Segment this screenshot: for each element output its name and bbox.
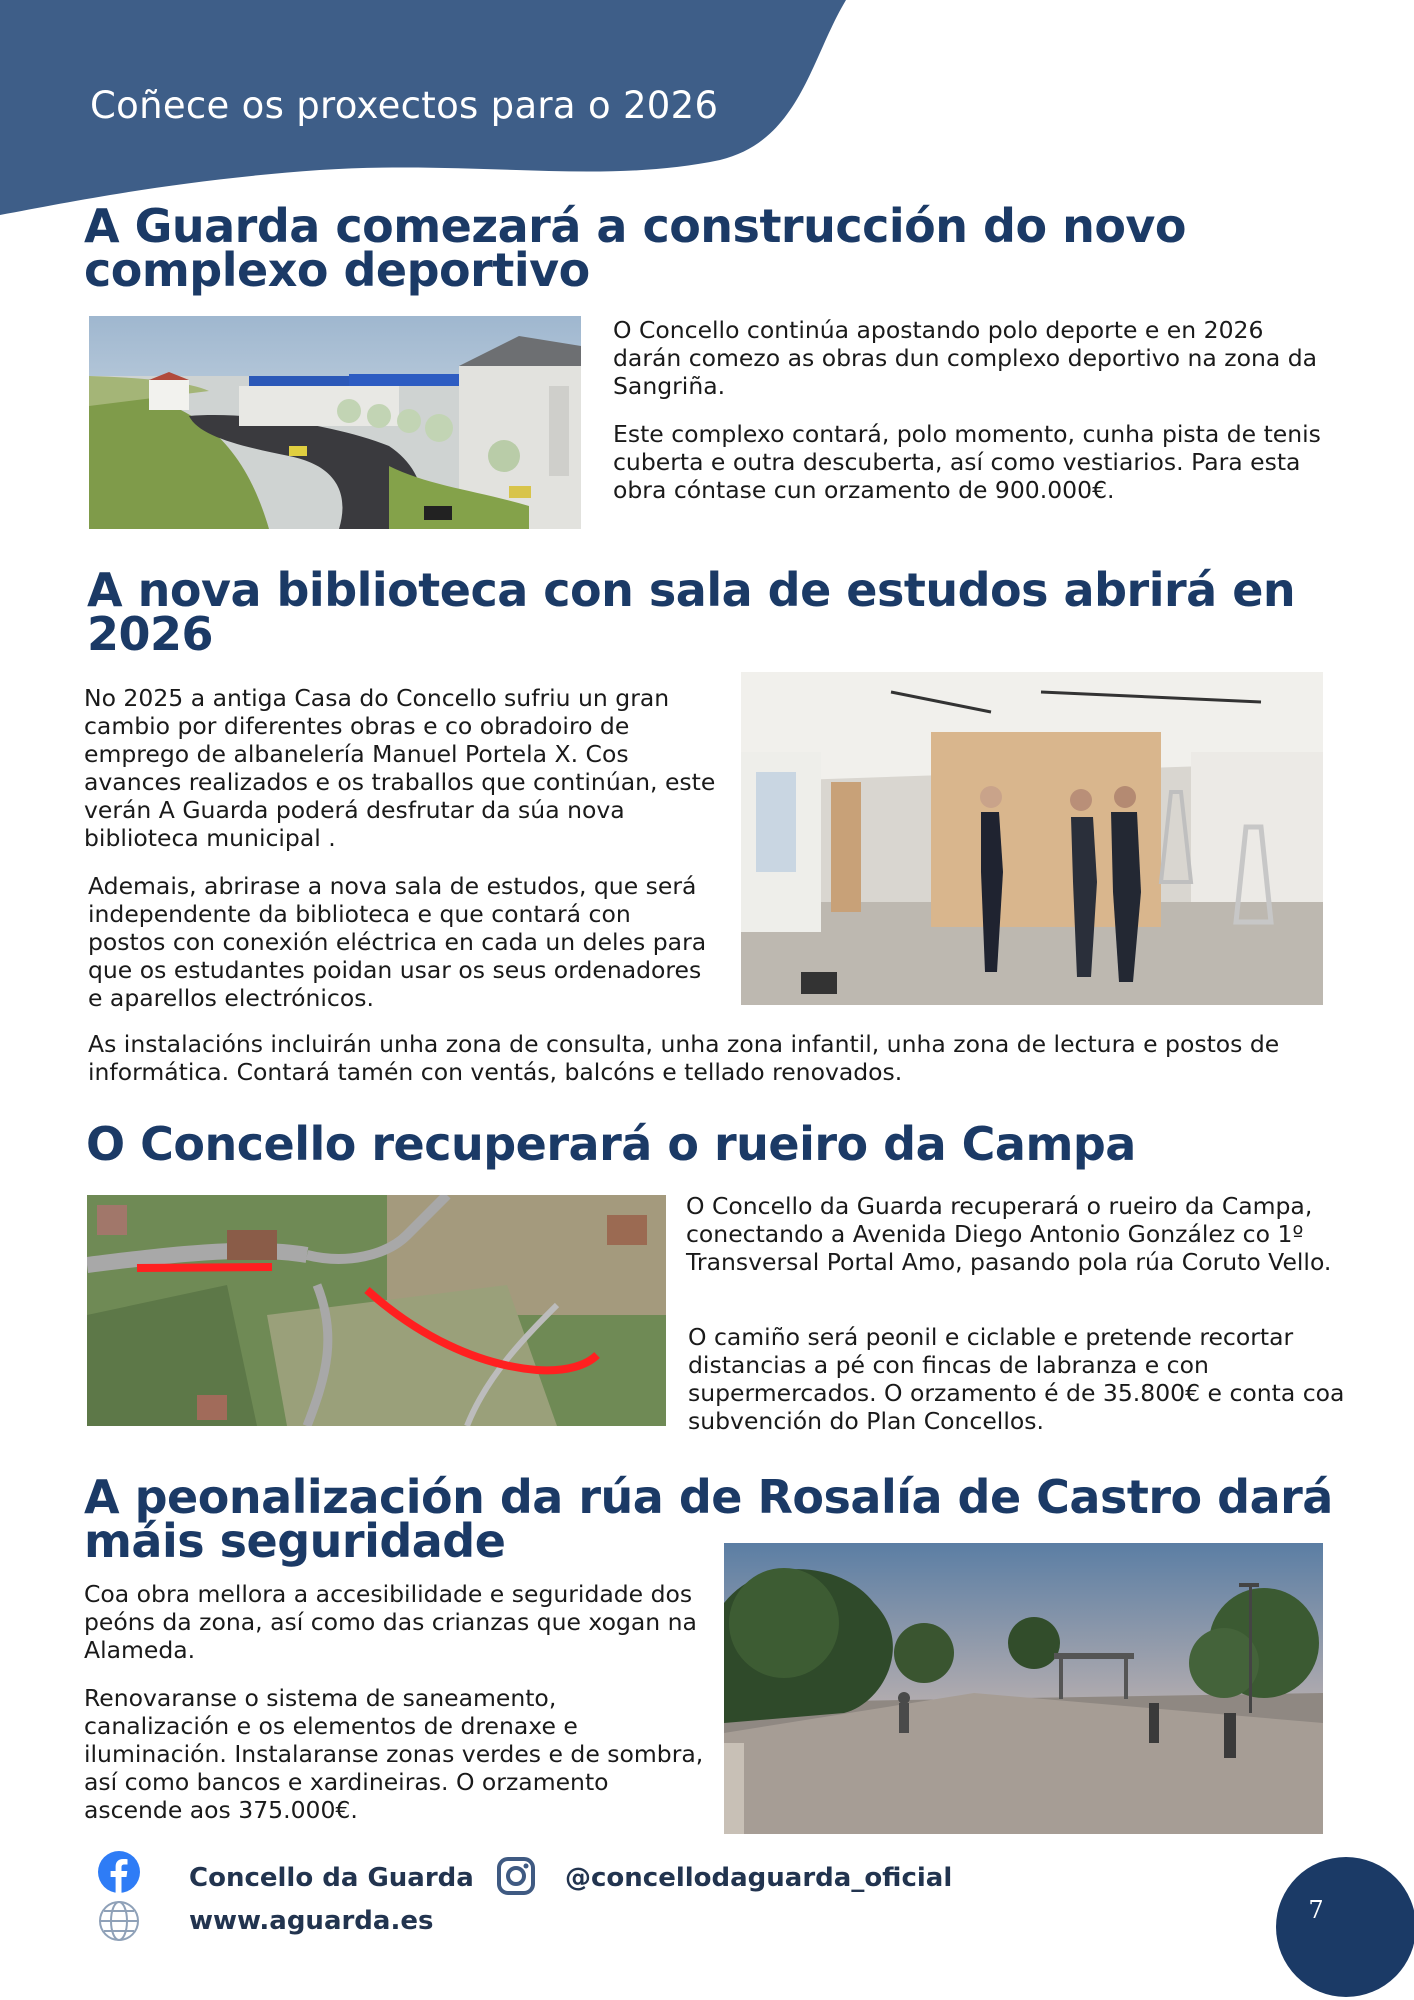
campa-street-aerial-map [87, 1195, 666, 1426]
article-1-paragraph-1: O Concello continúa apostando polo deporte e en 2026 darán comezo as obras dun complexo deportivo na zona da Sangriña. [613, 316, 1318, 400]
instagram-handle[interactable]: @concellodaguarda_oficial [565, 1863, 953, 1893]
article-1-title: A Guarda comezará a construcción do novo complexo deportivo [84, 199, 1187, 297]
rosalia-street-render [724, 1543, 1323, 1834]
website-link[interactable]: www.aguarda.es [189, 1906, 434, 1936]
article-3-title: O Concello recuperará o rueiro da Campa [86, 1117, 1136, 1171]
instagram-icon[interactable] [496, 1856, 536, 1896]
article-1-paragraph-2: Este complexo contará, polo momento, cunha pista de tenis cuberta e outra descuberta, así como vestiarios. Para esta obra cóntase cun orzamento de 900.000€. [613, 420, 1321, 504]
page-number: 7 [1308, 1896, 1324, 1924]
article-3-paragraph-2: O camiño será peonil e ciclable e pretende recortar distancias a pé con fincas de labranza e con supermercados. O orzamento é de 35.800€ e conta coa subvención do Plan Concellos. [688, 1323, 1345, 1435]
sports-complex-render [89, 316, 581, 529]
page-number-badge [1276, 1857, 1414, 1997]
facebook-icon[interactable] [98, 1851, 140, 1893]
section-title: Coñece os proxectos para o 2026 [90, 84, 719, 127]
facebook-page-name[interactable]: Concello da Guarda [189, 1863, 474, 1893]
article-4-title: A peonalización da rúa de Rosalía de Castro dará máis seguridade [84, 1470, 1333, 1568]
article-2-title: A nova biblioteca con sala de estudos abrirá en 2026 [87, 563, 1296, 661]
article-2-paragraph-2: Ademais, abrirase a nova sala de estudos, que será independente da biblioteca e que contará con postos con conexión eléctrica en cada un deles para que os estudantes poidan usar os seus ordenadores e aparellos electrónicos. [88, 872, 707, 1012]
globe-icon [97, 1899, 141, 1943]
article-4-paragraph-2: Renovaranse o sistema de saneamento, canalización e os elementos de drenaxe e iluminación. Instalaranse zonas verdes e de sombra, así como bancos e xardineiras. O orzamento ascende aos 375.000€. [84, 1684, 704, 1824]
library-works-photo [741, 672, 1323, 1005]
article-4-paragraph-1: Coa obra mellora a accesibilidade e seguridade dos peóns da zona, así como das crianzas que xogan na Alameda. [84, 1580, 697, 1664]
article-3-paragraph-1: O Concello da Guarda recuperará o rueiro da Campa, conectando a Avenida Diego Antonio González co 1º Transversal Portal Amo, pasando pola rúa Coruto Vello. [686, 1192, 1332, 1276]
article-2-paragraph-1: No 2025 a antiga Casa do Concello sufriu un gran cambio por diferentes obras e co obradoiro de emprego de albanelería Manuel Portela X. Cos avances realizados e os traballos que continúan, este verán A Guarda poderá desfrutar da súa nova biblioteca municipal . [84, 684, 716, 852]
article-2-paragraph-3: As instalacións incluirán unha zona de consulta, unha zona infantil, unha zona de lectura e postos de informática. Contará tamén con ventás, balcóns e tellado renovados. [88, 1030, 1280, 1086]
